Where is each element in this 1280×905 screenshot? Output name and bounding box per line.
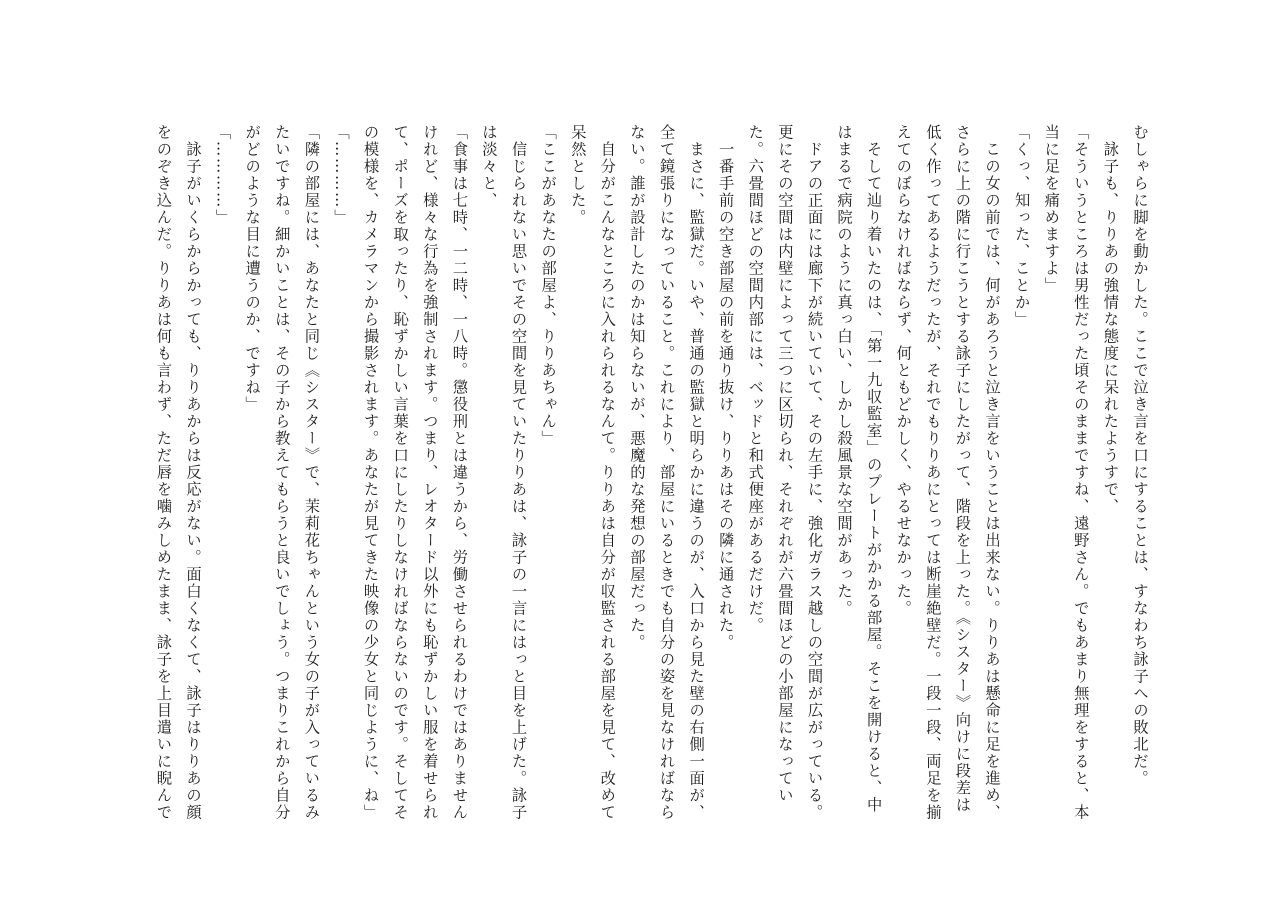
text-line: そして辿り着いたのは、「第一九収監室」のプレートがかかる部屋。そこを開けると、中 — [864, 124, 883, 814]
text-line: たいですね。細かいことは、その子から教えてもらうと良いでしょう。つまりこれから自分 — [272, 124, 291, 821]
vertical-text-block — [148, 124, 1154, 821]
text-line: ない。誰が設計したのかは知らないが、悪魔的な発想の部屋だった。 — [627, 124, 646, 651]
text-line: 当に足を痛めますよ」 — [1042, 124, 1061, 294]
text-line: けれど、様々な行為を強制されます。つまり、レオタード以外にも恥ずかしい服を着せられ — [420, 124, 439, 821]
text-line: 詠子がいくらからかっても、りりあからは反応がない。面白くなくて、詠子はりりあの顔 — [184, 124, 202, 821]
text-line: をのぞき込んだ。りりあは何も言わず、ただ唇を噛みしめたまま、詠子を上目遣いに睨んで — [154, 124, 173, 821]
text-line: この女の前では、何があろうと泣き言をいうことは出来ない。りりあは懸命に足を進め、 — [983, 124, 1002, 821]
text-line: えてのぼらなければならず、何ともどかしく、やるせなかった。 — [894, 124, 913, 617]
text-line: の模様を、カメラマンから撮影されます。あなたが見てきた映像の少女と同じように、ね」 — [361, 124, 380, 821]
text-line: 「くっ、知った、ことか」 — [1012, 124, 1031, 328]
text-line: はまるで病院のように真っ白い、しかし殺風景な空間があった。 — [835, 124, 854, 617]
text-line: 「そういうところは男性だった頃そのままですね、遠野さん。でもあまり無理をすると、本 — [1071, 124, 1090, 821]
text-line: 低く作ってあるようだったが、それでもりりあにとっては断崖絶壁だ。一段一段、両足を揃 — [923, 124, 942, 821]
text-line: 「ここがあなたの部屋よ、りりあちゃん」 — [539, 124, 558, 447]
text-line: 「…………」 — [213, 124, 232, 226]
text-line: 一番手前の空き部屋の前を通り抜け、りりあはその隣に通された。 — [716, 124, 735, 651]
text-line: て、ポーズを取ったり、恥ずかしい言葉を口にしたりしなければならないのです。そしてそ — [391, 124, 410, 821]
text-line: 「食事は七時、一二時、一八時。懲役刑とは違うから、労働させられるわけではありません — [450, 124, 469, 821]
text-line: 呆然とした。 — [568, 124, 587, 226]
text-line: 「…………」 — [331, 124, 350, 226]
text-line: 自分がこんなところに入れられるなんて。りりあは自分が収監される部屋を見て、改めて — [598, 124, 617, 821]
text-line: 信じられない思いでその空間を見ていたりりあは、詠子の一言にはっと目を上げた。詠子 — [509, 124, 528, 821]
text-line: 「隣の部屋には、あなたと同じ《シスター》で、茉莉花ちゃんという女の子が入っているみ — [302, 124, 321, 821]
text-line: ドアの正面には廊下が続いていて、その左手に、強化ガラス越しの空間が広がっている。 — [805, 124, 824, 821]
text-line: まさに、監獄だ。いや、普通の監獄と明らかに違うのが、入口から見た壁の右側一面が、 — [687, 124, 706, 821]
text-line: は淡々と、 — [479, 124, 498, 209]
text-line: 更にその空間は内壁によって三つに区切られ、それぞれが六畳間ほどの小部屋になってい — [775, 124, 794, 804]
text-line: た。六畳間ほどの空間内部には、ベッドと和式便座があるだけだ。 — [746, 124, 765, 634]
text-line: 詠子も、りりあの強情な態度に呆れたようすで、 — [1101, 124, 1120, 515]
text-line: 全て鏡張りになっていること。これにより、部屋にいるときでも自分の姿を見なければなら — [657, 124, 676, 821]
text-line: さらに上の階に行こうとする詠子にしたがって、階段を上った。《シスター》向けに段差は — [953, 124, 972, 814]
text-line: むしゃらに脚を動かした。ここで泣き言を口にすることは、すなわち詠子への敗北だ。 — [1131, 124, 1149, 787]
text-line: がどのような目に遭うのか、ですね」 — [243, 124, 262, 413]
